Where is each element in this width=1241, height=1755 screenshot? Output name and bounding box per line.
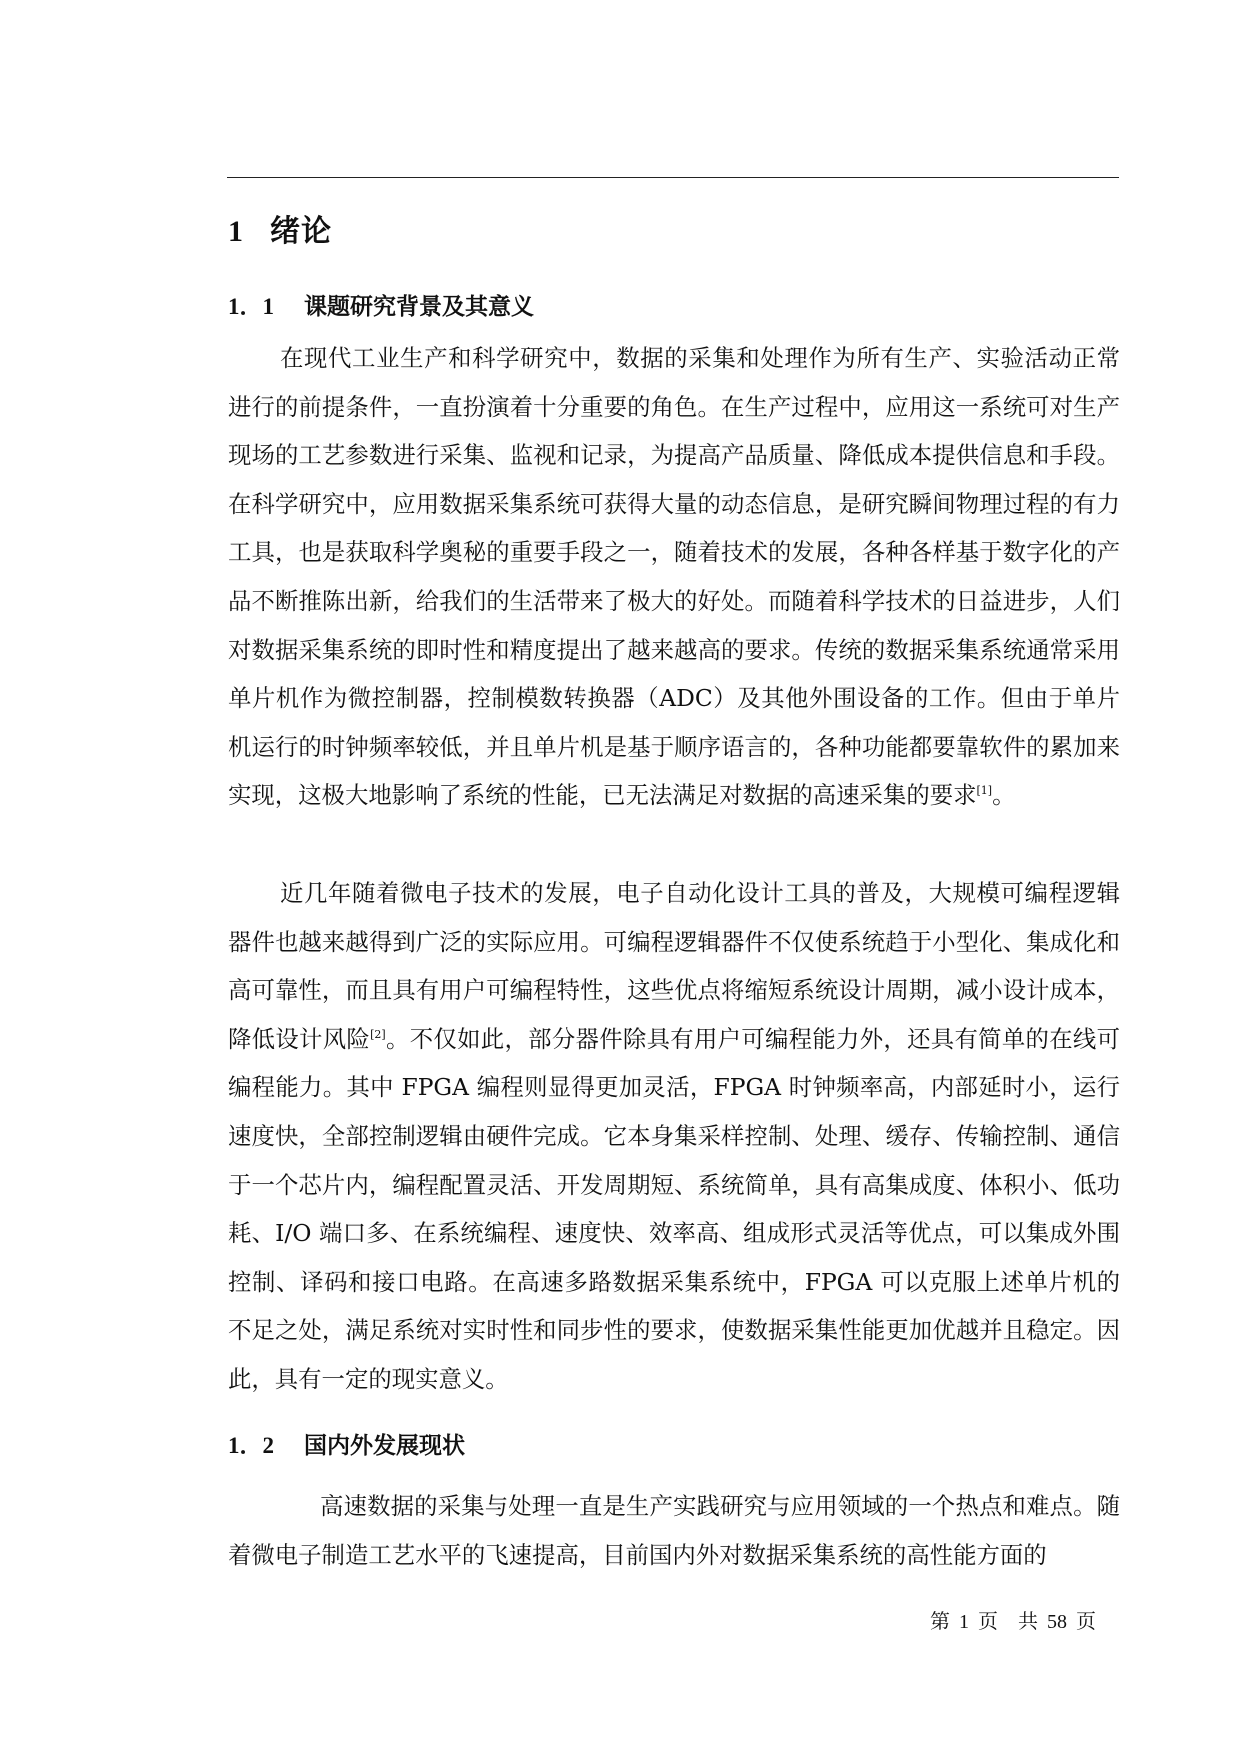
section-title: 课题研究背景及其意义 <box>304 294 534 320</box>
chapter-title: 绪论 <box>270 214 332 249</box>
citation-ref-1: [1] <box>976 784 993 798</box>
paragraph-text: 高速数据的采集与处理一直是生产实践研究与应用领域的一个热点和难点。随着微电子制造工艺水平的飞速提高，目前国内外对数据采集系统的高性能方面的 <box>228 1492 1120 1569</box>
citation-ref-2: [2] <box>370 1027 386 1041</box>
paragraph-text: 在现代工业生产和科学研究中，数据的采集和处理作为所有生产、实验活动正常进行的前提条件，一直扮演着十分重要的角色。在生产过程中，应用这一系统可对生产现场的工艺参数进行采集、监视和记录，为提高产品质量、降低成本提供信息和手段。在科学研究中，应用数据采集系统可获得大量的动态信息，是研究瞬间物理过程的有力工具，也是获取科学奥秘的重要手段之一，随着技术的发展，各种各样基于数字化的产品不断推陈出新，给我们的生活带来了极大的好处。而随着科学技术的日益进步，人们对数据采集系统的即时性和精度提出了越来越高的要求。传统的数据采集系统通常采用单片机作为微控制器，控制模数转换器（ADC）及其他外围设备的工作。但由于单片机运行的时钟频率较低，并且单片机是基于顺序语言的，各种功能都要靠软件的累加来实现，这极大地影响了系统的性能，已无法满足对数据的高速采集的要求 <box>228 344 1120 810</box>
chapter-number: 1 <box>228 215 244 248</box>
section-heading-1-1 <box>228 288 534 321</box>
paragraph-background <box>228 334 1120 820</box>
paragraph-fpga <box>228 869 1120 1404</box>
section-number: 1．1 <box>228 294 274 319</box>
section-title: 国内外发展现状 <box>304 1433 465 1459</box>
paragraph-text-end: 。 <box>992 781 1016 810</box>
page-footer: 第 1 页 共 58 页 <box>930 1611 1096 1633</box>
paragraph-status <box>228 1482 1120 1579</box>
paragraph-text: 近几年随着微电子技术的发展，电子自动化设计工具的普及，大规模可编程逻辑器件也越来越得到广泛的实际应用。可编程逻辑器件不仅使系统趋于小型化、集成化和高可靠性，而且具有用户可编程特性，这些优点将缩短系统设计周期，减小设计成本，降低设计风险 <box>228 879 1120 1053</box>
header-rule <box>227 177 1119 178</box>
section-number: 1．2 <box>228 1433 274 1458</box>
section-heading-1-2 <box>228 1427 465 1460</box>
paragraph-text-end: 。不仅如此，部分器件除具有用户可编程能力外，还具有简单的在线可编程能力。其中 FPGA 编程则显得更加灵活，FPGA 时钟频率高，内部延时小，运行速度快，全部控制逻辑由硬件完成。它本身集采样控制、处理、缓存、传输控制、通信于一个芯片内，编程配置灵活、开发周期短、系统简单，具有高集成度、体积小、低功耗、I/O 端口多、在系统编程、速度快、效率高、组成形式灵活等优点，可以集成外围控制、译码和接口电路。在高速多路数据采集系统中，FPGA 可以克服上述单片机的不足之处，满足系统对实时性和同步性的要求，使数据采集性能更加优越并且稳定。因此，具有一定的现实意义。 <box>228 1024 1121 1393</box>
chapter-heading <box>228 206 332 250</box>
